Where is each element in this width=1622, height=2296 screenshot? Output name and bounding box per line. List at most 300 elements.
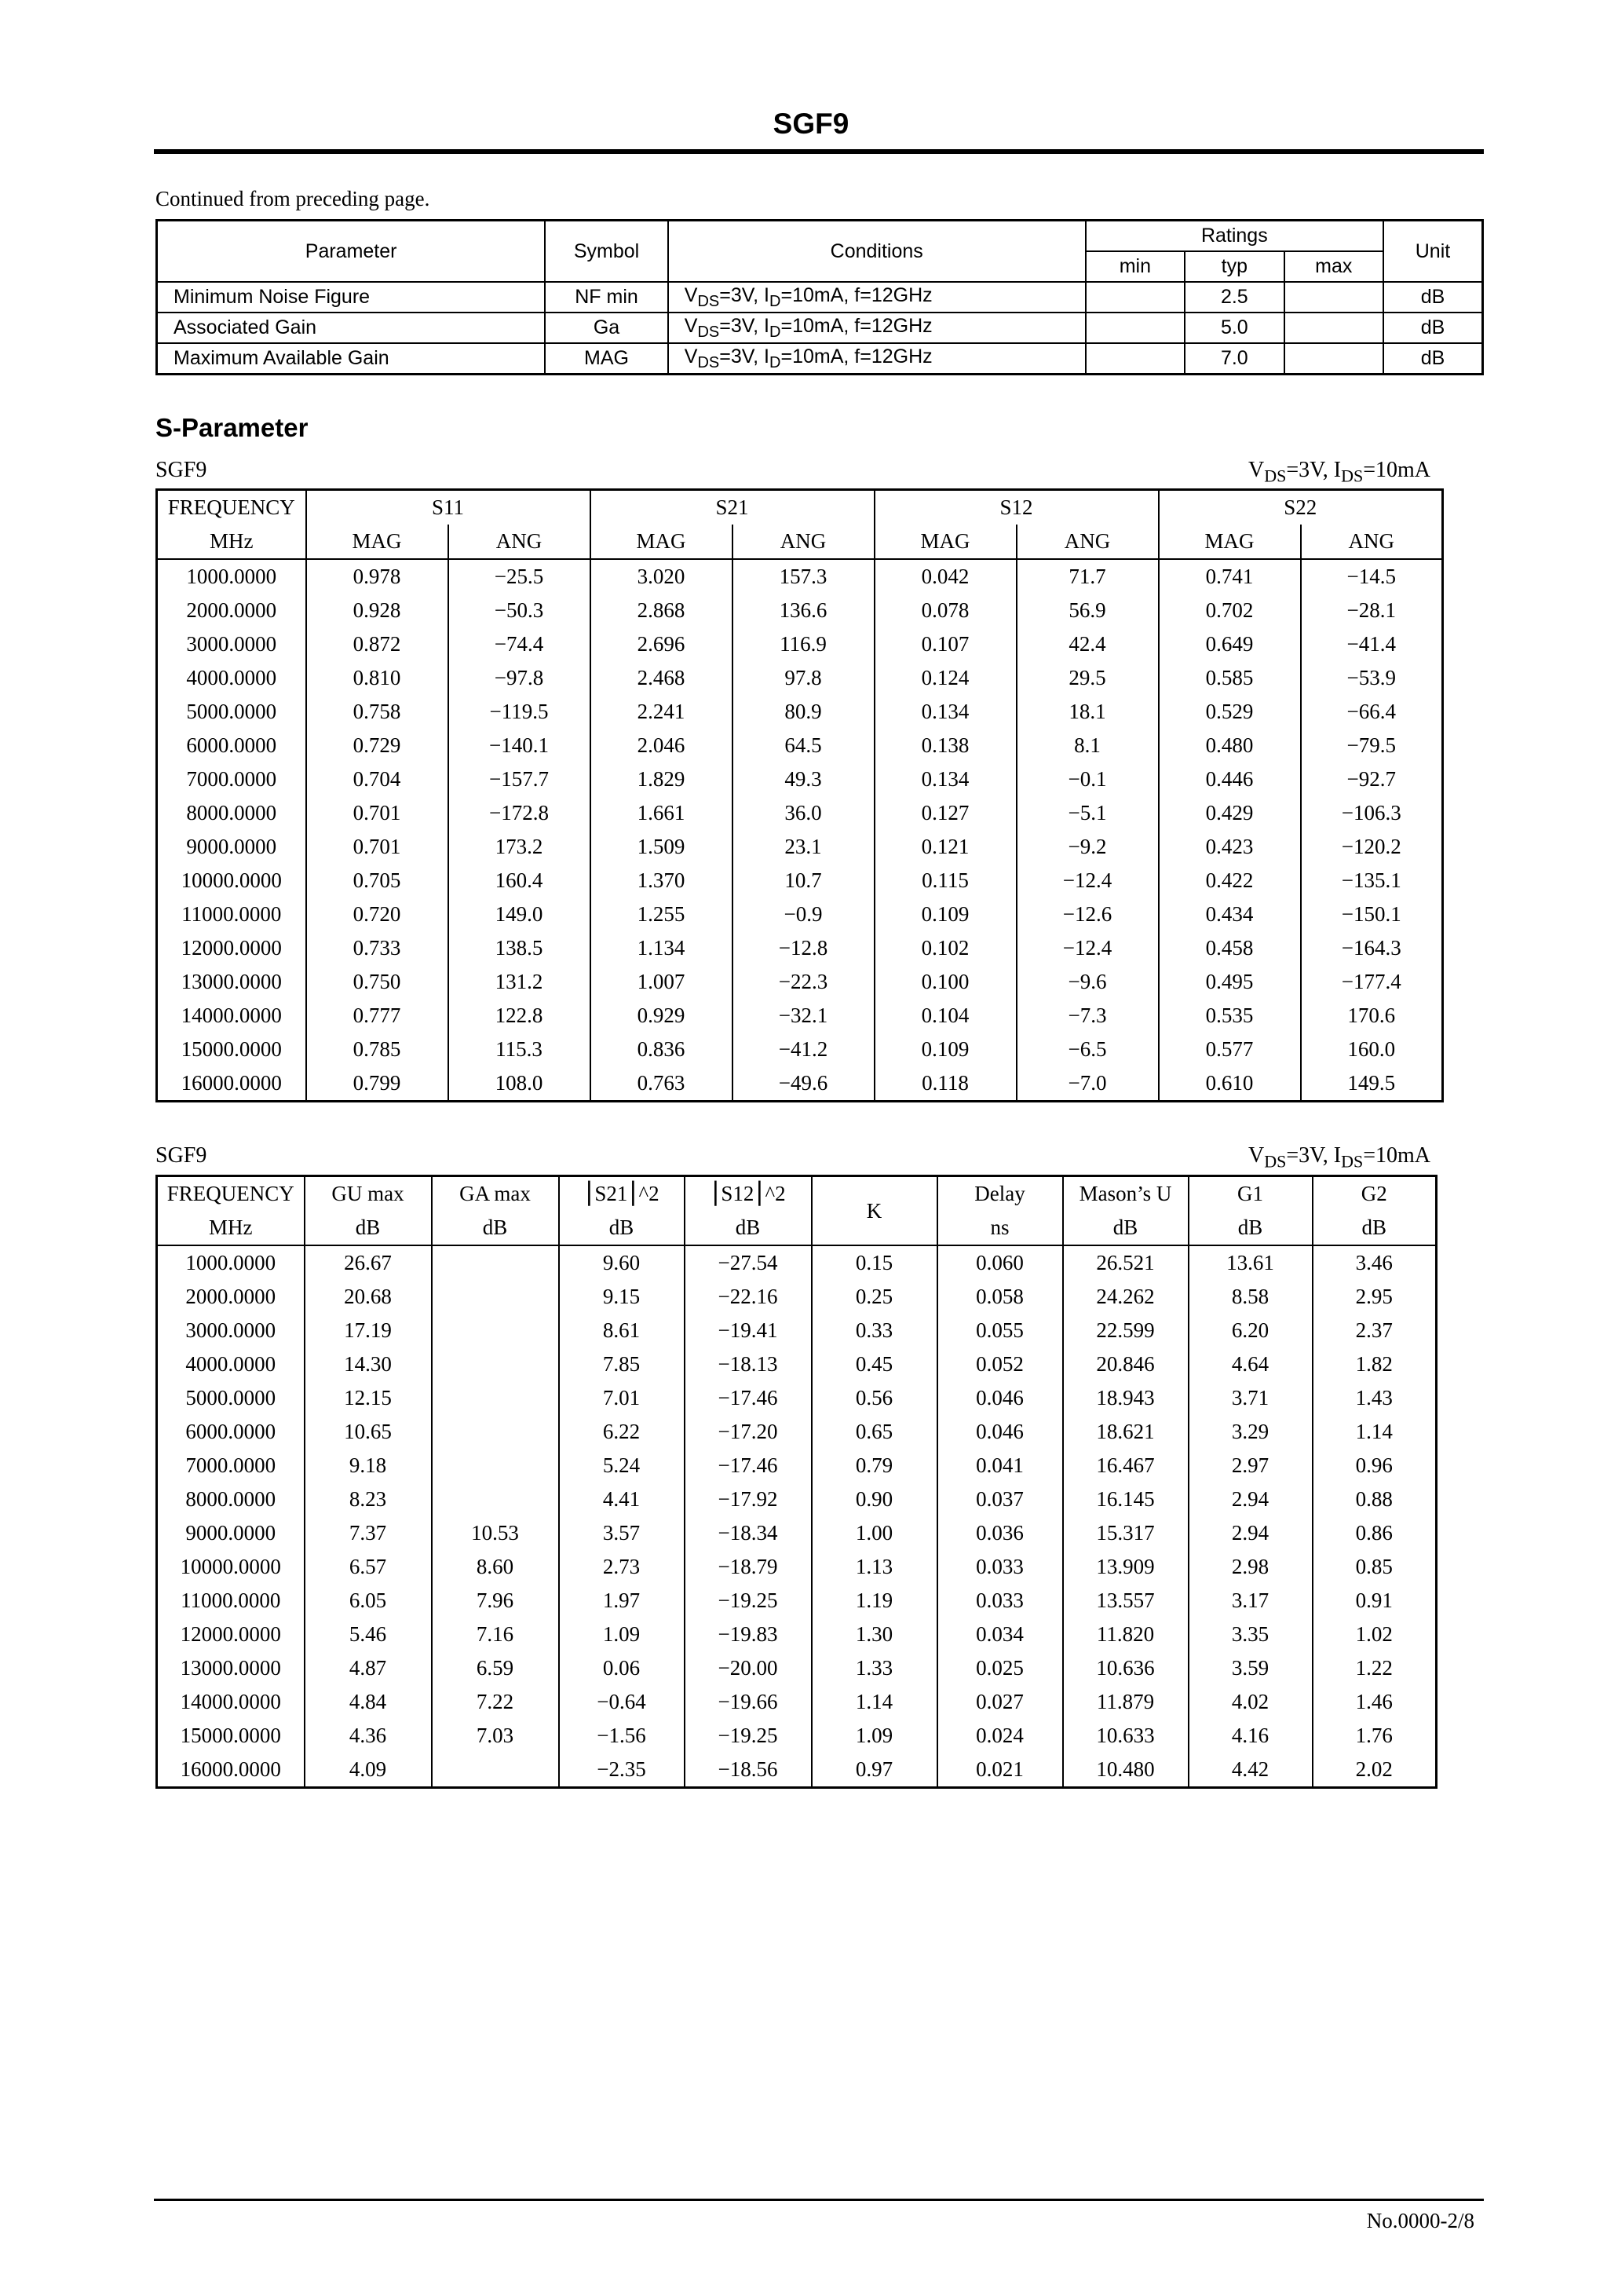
s11-ang-cell: 138.5 bbox=[448, 931, 590, 965]
frequency-cell: 6000.0000 bbox=[157, 1415, 305, 1449]
cond-mid: =3V, I bbox=[719, 283, 770, 306]
s12-ang-cell: −12.4 bbox=[1017, 931, 1159, 965]
delay-cell: 0.024 bbox=[937, 1719, 1063, 1753]
table-row bbox=[157, 1685, 1437, 1719]
s11-mag-cell: 0.729 bbox=[306, 729, 448, 762]
frequency-cell: 4000.0000 bbox=[157, 1347, 305, 1381]
ga-max-cell bbox=[432, 1753, 559, 1788]
s21-ang-cell: −22.3 bbox=[732, 965, 875, 999]
header-unit-db: dB bbox=[1189, 1211, 1313, 1245]
s21-mag-cell: 1.509 bbox=[590, 830, 732, 864]
max-cell bbox=[1284, 282, 1383, 313]
table-row bbox=[157, 965, 1443, 999]
s22-ang-cell: −135.1 bbox=[1301, 864, 1443, 898]
table-row bbox=[157, 695, 1443, 729]
cond-mid: =3V, I bbox=[719, 345, 770, 367]
s22-mag-cell: 0.422 bbox=[1159, 864, 1301, 898]
table-row bbox=[157, 1618, 1437, 1651]
header-ang: ANG bbox=[732, 525, 875, 559]
min-cell bbox=[1086, 343, 1185, 375]
g1-cell: 2.97 bbox=[1189, 1449, 1313, 1483]
header-unit: Unit bbox=[1383, 221, 1483, 283]
s21-squared-cell: 0.06 bbox=[559, 1651, 685, 1685]
ratings-row bbox=[157, 343, 1483, 375]
s12-squared-cell: −17.46 bbox=[685, 1381, 812, 1415]
s11-ang-cell: 108.0 bbox=[448, 1066, 590, 1102]
s12-mag-cell: 0.121 bbox=[875, 830, 1017, 864]
s12-ang-cell: −7.0 bbox=[1017, 1066, 1159, 1102]
s11-ang-cell: 160.4 bbox=[448, 864, 590, 898]
table-row bbox=[157, 1381, 1437, 1415]
k-cell: 0.97 bbox=[812, 1753, 937, 1788]
table-row bbox=[157, 1066, 1443, 1102]
s12-ang-cell: 18.1 bbox=[1017, 695, 1159, 729]
frequency-cell: 4000.0000 bbox=[157, 661, 306, 695]
s12-squared-cell: −19.41 bbox=[685, 1314, 812, 1347]
s21-ang-cell: −32.1 bbox=[732, 999, 875, 1033]
g2-cell: 0.91 bbox=[1313, 1584, 1437, 1618]
table-row bbox=[157, 931, 1443, 965]
header-s12-squared: ⎮S12⎮^2 bbox=[685, 1176, 812, 1212]
s22-ang-cell: −28.1 bbox=[1301, 594, 1443, 627]
masons-u-cell: 10.480 bbox=[1063, 1753, 1189, 1788]
frequency-cell: 5000.0000 bbox=[157, 695, 306, 729]
s12-mag-cell: 0.078 bbox=[875, 594, 1017, 627]
header-delay: Delay bbox=[937, 1176, 1063, 1212]
s12-squared-cell: −18.79 bbox=[685, 1550, 812, 1584]
cond-rest: =10mA bbox=[1363, 1143, 1430, 1168]
frequency-cell: 13000.0000 bbox=[157, 965, 306, 999]
table-row bbox=[157, 1449, 1437, 1483]
s22-mag-cell: 0.702 bbox=[1159, 594, 1301, 627]
delay-cell: 0.052 bbox=[937, 1347, 1063, 1381]
delay-cell: 0.036 bbox=[937, 1516, 1063, 1550]
table-row bbox=[157, 762, 1443, 796]
s12-ang-cell: 29.5 bbox=[1017, 661, 1159, 695]
symbol-cell: Ga bbox=[545, 313, 668, 343]
k-cell: 1.09 bbox=[812, 1719, 937, 1753]
cond-d: D bbox=[769, 323, 781, 341]
frequency-cell: 7000.0000 bbox=[157, 762, 306, 796]
delay-cell: 0.033 bbox=[937, 1550, 1063, 1584]
s21-squared-cell: 4.41 bbox=[559, 1483, 685, 1516]
s12-squared-cell: −20.00 bbox=[685, 1651, 812, 1685]
s11-mag-cell: 0.978 bbox=[306, 559, 448, 594]
masons-u-cell: 11.820 bbox=[1063, 1618, 1189, 1651]
frequency-cell: 2000.0000 bbox=[157, 1280, 305, 1314]
ratings-row bbox=[157, 282, 1483, 313]
masons-u-cell: 10.633 bbox=[1063, 1719, 1189, 1753]
gu-max-cell: 4.87 bbox=[305, 1651, 432, 1685]
g1-cell: 13.61 bbox=[1189, 1245, 1313, 1280]
g2-cell: 1.46 bbox=[1313, 1685, 1437, 1719]
min-cell bbox=[1086, 282, 1185, 313]
s22-mag-cell: 0.741 bbox=[1159, 559, 1301, 594]
s11-mag-cell: 0.704 bbox=[306, 762, 448, 796]
header-s22: S22 bbox=[1159, 490, 1443, 525]
table-row bbox=[157, 627, 1443, 661]
s12-squared-cell: −19.25 bbox=[685, 1719, 812, 1753]
cond-ds: DS bbox=[1264, 1151, 1287, 1172]
s22-ang-cell: −79.5 bbox=[1301, 729, 1443, 762]
g1-cell: 4.64 bbox=[1189, 1347, 1313, 1381]
k-cell: 0.33 bbox=[812, 1314, 937, 1347]
gu-max-cell: 14.30 bbox=[305, 1347, 432, 1381]
s12-ang-cell: −7.3 bbox=[1017, 999, 1159, 1033]
s11-mag-cell: 0.720 bbox=[306, 898, 448, 931]
s22-mag-cell: 0.610 bbox=[1159, 1066, 1301, 1102]
ga-max-cell: 7.22 bbox=[432, 1685, 559, 1719]
s22-ang-cell: −106.3 bbox=[1301, 796, 1443, 830]
gu-max-cell: 6.05 bbox=[305, 1584, 432, 1618]
header-unit-ns: ns bbox=[937, 1211, 1063, 1245]
cond-d: D bbox=[769, 353, 781, 371]
cond-rest: =10mA bbox=[1363, 458, 1430, 482]
g2-cell: 2.37 bbox=[1313, 1314, 1437, 1347]
table-row bbox=[157, 1280, 1437, 1314]
s12-mag-cell: 0.104 bbox=[875, 999, 1017, 1033]
s21-squared-cell: 8.61 bbox=[559, 1314, 685, 1347]
header-unit-db: dB bbox=[1063, 1211, 1189, 1245]
frequency-cell: 12000.0000 bbox=[157, 931, 306, 965]
s22-mag-cell: 0.480 bbox=[1159, 729, 1301, 762]
s12-mag-cell: 0.134 bbox=[875, 695, 1017, 729]
g2-cell: 0.88 bbox=[1313, 1483, 1437, 1516]
header-unit-db: dB bbox=[685, 1211, 812, 1245]
s12-mag-cell: 0.118 bbox=[875, 1066, 1017, 1102]
s21-squared-cell: 3.57 bbox=[559, 1516, 685, 1550]
header-frequency: FREQUENCY bbox=[157, 490, 306, 525]
s12-mag-cell: 0.134 bbox=[875, 762, 1017, 796]
s22-mag-cell: 0.434 bbox=[1159, 898, 1301, 931]
frequency-cell: 2000.0000 bbox=[157, 594, 306, 627]
header-max: max bbox=[1284, 251, 1383, 282]
conditions-cell bbox=[668, 343, 1086, 375]
masons-u-cell: 16.145 bbox=[1063, 1483, 1189, 1516]
s11-ang-cell: −50.3 bbox=[448, 594, 590, 627]
g1-cell: 3.59 bbox=[1189, 1651, 1313, 1685]
gain-conditions bbox=[1248, 1143, 1430, 1172]
k-cell: 0.90 bbox=[812, 1483, 937, 1516]
g1-cell: 8.58 bbox=[1189, 1280, 1313, 1314]
s22-ang-cell: −150.1 bbox=[1301, 898, 1443, 931]
masons-u-cell: 15.317 bbox=[1063, 1516, 1189, 1550]
s12-squared-cell: −18.56 bbox=[685, 1753, 812, 1788]
header-conditions: Conditions bbox=[668, 221, 1086, 283]
g1-cell: 4.16 bbox=[1189, 1719, 1313, 1753]
cond-ds: DS bbox=[697, 292, 720, 310]
s21-squared-cell: 1.09 bbox=[559, 1618, 685, 1651]
k-cell: 1.00 bbox=[812, 1516, 937, 1550]
cond-ids: DS bbox=[1341, 466, 1364, 486]
header-min: min bbox=[1086, 251, 1185, 282]
cond-ds: DS bbox=[697, 323, 720, 341]
s22-ang-cell: −53.9 bbox=[1301, 661, 1443, 695]
s12-squared-cell: −19.25 bbox=[685, 1584, 812, 1618]
masons-u-cell: 24.262 bbox=[1063, 1280, 1189, 1314]
s11-mag-cell: 0.701 bbox=[306, 830, 448, 864]
g2-cell: 2.95 bbox=[1313, 1280, 1437, 1314]
s12-ang-cell: 8.1 bbox=[1017, 729, 1159, 762]
s12-mag-cell: 0.124 bbox=[875, 661, 1017, 695]
g2-cell: 1.76 bbox=[1313, 1719, 1437, 1753]
g2-cell: 1.14 bbox=[1313, 1415, 1437, 1449]
s21-squared-cell: 1.97 bbox=[559, 1584, 685, 1618]
frequency-cell: 10000.0000 bbox=[157, 1550, 305, 1584]
ga-max-cell: 10.53 bbox=[432, 1516, 559, 1550]
cond-mid: =3V, I bbox=[1286, 458, 1342, 482]
s21-ang-cell: 97.8 bbox=[732, 661, 875, 695]
s12-mag-cell: 0.102 bbox=[875, 931, 1017, 965]
s11-mag-cell: 0.705 bbox=[306, 864, 448, 898]
s12-squared-cell: −18.13 bbox=[685, 1347, 812, 1381]
s21-ang-cell: 80.9 bbox=[732, 695, 875, 729]
s22-ang-cell: −164.3 bbox=[1301, 931, 1443, 965]
s12-ang-cell: −0.1 bbox=[1017, 762, 1159, 796]
frequency-cell: 6000.0000 bbox=[157, 729, 306, 762]
frequency-cell: 9000.0000 bbox=[157, 1516, 305, 1550]
table-row bbox=[157, 1719, 1437, 1753]
table-row bbox=[157, 1245, 1437, 1280]
cond-mid: =3V, I bbox=[719, 314, 770, 337]
s11-ang-cell: −25.5 bbox=[448, 559, 590, 594]
unit-cell: dB bbox=[1383, 343, 1483, 375]
cond-d: D bbox=[769, 292, 781, 310]
sparam-table-label: SGF9 bbox=[155, 458, 207, 482]
table-row bbox=[157, 729, 1443, 762]
masons-u-cell: 18.943 bbox=[1063, 1381, 1189, 1415]
parameter-cell: Associated Gain bbox=[157, 313, 546, 343]
s21-mag-cell: 2.468 bbox=[590, 661, 732, 695]
header-mhz: MHz bbox=[157, 525, 306, 559]
cond-v: V bbox=[1248, 458, 1265, 482]
s21-ang-cell: −0.9 bbox=[732, 898, 875, 931]
s22-mag-cell: 0.458 bbox=[1159, 931, 1301, 965]
s21-squared-cell: −0.64 bbox=[559, 1685, 685, 1719]
frequency-cell: 8000.0000 bbox=[157, 1483, 305, 1516]
s12-squared-cell: −22.16 bbox=[685, 1280, 812, 1314]
delay-cell: 0.037 bbox=[937, 1483, 1063, 1516]
cond-ds: DS bbox=[697, 353, 720, 371]
s21-ang-cell: 36.0 bbox=[732, 796, 875, 830]
s21-ang-cell: 116.9 bbox=[732, 627, 875, 661]
masons-u-cell: 13.557 bbox=[1063, 1584, 1189, 1618]
k-cell: 0.15 bbox=[812, 1245, 937, 1280]
s22-mag-cell: 0.423 bbox=[1159, 830, 1301, 864]
gu-max-cell: 5.46 bbox=[305, 1618, 432, 1651]
k-cell: 0.45 bbox=[812, 1347, 937, 1381]
g1-cell: 2.94 bbox=[1189, 1483, 1313, 1516]
s12-mag-cell: 0.042 bbox=[875, 559, 1017, 594]
s11-ang-cell: 149.0 bbox=[448, 898, 590, 931]
max-cell bbox=[1284, 313, 1383, 343]
table-row bbox=[157, 661, 1443, 695]
delay-cell: 0.027 bbox=[937, 1685, 1063, 1719]
s21-ang-cell: 23.1 bbox=[732, 830, 875, 864]
parameter-cell: Maximum Available Gain bbox=[157, 343, 546, 375]
s11-ang-cell: −172.8 bbox=[448, 796, 590, 830]
k-cell: 1.14 bbox=[812, 1685, 937, 1719]
g2-cell: 3.46 bbox=[1313, 1245, 1437, 1280]
frequency-cell: 13000.0000 bbox=[157, 1651, 305, 1685]
s11-ang-cell: −157.7 bbox=[448, 762, 590, 796]
min-cell bbox=[1086, 313, 1185, 343]
frequency-cell: 14000.0000 bbox=[157, 999, 306, 1033]
header-g1: G1 bbox=[1189, 1176, 1313, 1212]
s21-squared-cell: 6.22 bbox=[559, 1415, 685, 1449]
s11-mag-cell: 0.810 bbox=[306, 661, 448, 695]
s12-squared-cell: −19.66 bbox=[685, 1685, 812, 1719]
s21-mag-cell: 0.836 bbox=[590, 1033, 732, 1066]
s12-mag-cell: 0.109 bbox=[875, 898, 1017, 931]
header-s11: S11 bbox=[306, 490, 590, 525]
s12-mag-cell: 0.107 bbox=[875, 627, 1017, 661]
header-unit-db: dB bbox=[305, 1211, 432, 1245]
s22-ang-cell: 170.6 bbox=[1301, 999, 1443, 1033]
cond-ds: DS bbox=[1264, 466, 1287, 486]
gu-max-cell: 20.68 bbox=[305, 1280, 432, 1314]
table-row bbox=[157, 898, 1443, 931]
s21-mag-cell: 0.929 bbox=[590, 999, 732, 1033]
cond-ids: DS bbox=[1341, 1151, 1364, 1172]
k-cell: 0.25 bbox=[812, 1280, 937, 1314]
gain-table bbox=[155, 1175, 1438, 1789]
s21-squared-cell: 7.01 bbox=[559, 1381, 685, 1415]
s12-ang-cell: −12.6 bbox=[1017, 898, 1159, 931]
header-frequency: FREQUENCY bbox=[157, 1176, 305, 1212]
s12-squared-cell: −19.83 bbox=[685, 1618, 812, 1651]
s11-mag-cell: 0.733 bbox=[306, 931, 448, 965]
delay-cell: 0.060 bbox=[937, 1245, 1063, 1280]
ga-max-cell: 7.03 bbox=[432, 1719, 559, 1753]
typ-cell: 5.0 bbox=[1185, 313, 1284, 343]
table-row bbox=[157, 1651, 1437, 1685]
s22-mag-cell: 0.535 bbox=[1159, 999, 1301, 1033]
s11-mag-cell: 0.872 bbox=[306, 627, 448, 661]
frequency-cell: 12000.0000 bbox=[157, 1618, 305, 1651]
s21-ang-cell: 64.5 bbox=[732, 729, 875, 762]
header-ang: ANG bbox=[448, 525, 590, 559]
header-unit-db: dB bbox=[432, 1211, 559, 1245]
s21-mag-cell: 1.661 bbox=[590, 796, 732, 830]
header-ang: ANG bbox=[1301, 525, 1443, 559]
s21-mag-cell: 2.696 bbox=[590, 627, 732, 661]
unit-cell: dB bbox=[1383, 313, 1483, 343]
s21-mag-cell: 3.020 bbox=[590, 559, 732, 594]
s21-squared-cell: 5.24 bbox=[559, 1449, 685, 1483]
max-cell bbox=[1284, 343, 1383, 375]
gu-max-cell: 4.84 bbox=[305, 1685, 432, 1719]
frequency-cell: 11000.0000 bbox=[157, 898, 306, 931]
s12-ang-cell: 56.9 bbox=[1017, 594, 1159, 627]
header-mhz: MHz bbox=[157, 1211, 305, 1245]
gu-max-cell: 7.37 bbox=[305, 1516, 432, 1550]
header-g2: G2 bbox=[1313, 1176, 1437, 1212]
g2-cell: 2.02 bbox=[1313, 1753, 1437, 1788]
s21-ang-cell: 49.3 bbox=[732, 762, 875, 796]
delay-cell: 0.041 bbox=[937, 1449, 1063, 1483]
s11-ang-cell: 131.2 bbox=[448, 965, 590, 999]
masons-u-cell: 11.879 bbox=[1063, 1685, 1189, 1719]
s22-mag-cell: 0.529 bbox=[1159, 695, 1301, 729]
s21-squared-cell: −1.56 bbox=[559, 1719, 685, 1753]
s22-ang-cell: −14.5 bbox=[1301, 559, 1443, 594]
s11-ang-cell: −74.4 bbox=[448, 627, 590, 661]
masons-u-cell: 16.467 bbox=[1063, 1449, 1189, 1483]
header-mag: MAG bbox=[306, 525, 448, 559]
ga-max-cell bbox=[432, 1415, 559, 1449]
header-typ: typ bbox=[1185, 251, 1284, 282]
typ-cell: 2.5 bbox=[1185, 282, 1284, 313]
ga-max-cell bbox=[432, 1483, 559, 1516]
header-mag: MAG bbox=[875, 525, 1017, 559]
s22-mag-cell: 0.495 bbox=[1159, 965, 1301, 999]
header-mag: MAG bbox=[1159, 525, 1301, 559]
ga-max-cell: 7.16 bbox=[432, 1618, 559, 1651]
header-k: K bbox=[812, 1176, 937, 1246]
s12-ang-cell: −9.6 bbox=[1017, 965, 1159, 999]
s11-mag-cell: 0.777 bbox=[306, 999, 448, 1033]
table-row bbox=[157, 999, 1443, 1033]
table-row bbox=[157, 1753, 1437, 1788]
cond-rest: =10mA, f=12GHz bbox=[780, 345, 933, 367]
gu-max-cell: 4.36 bbox=[305, 1719, 432, 1753]
symbol-cell: NF min bbox=[545, 282, 668, 313]
s12-ang-cell: 71.7 bbox=[1017, 559, 1159, 594]
g2-cell: 0.96 bbox=[1313, 1449, 1437, 1483]
delay-cell: 0.033 bbox=[937, 1584, 1063, 1618]
delay-cell: 0.058 bbox=[937, 1280, 1063, 1314]
frequency-cell: 14000.0000 bbox=[157, 1685, 305, 1719]
g2-cell: 0.86 bbox=[1313, 1516, 1437, 1550]
g1-cell: 3.17 bbox=[1189, 1584, 1313, 1618]
conditions-cell bbox=[668, 282, 1086, 313]
s21-ang-cell: 10.7 bbox=[732, 864, 875, 898]
s21-squared-cell: 2.73 bbox=[559, 1550, 685, 1584]
header-mag: MAG bbox=[590, 525, 732, 559]
s11-mag-cell: 0.799 bbox=[306, 1066, 448, 1102]
k-cell: 1.30 bbox=[812, 1618, 937, 1651]
s21-mag-cell: 0.763 bbox=[590, 1066, 732, 1102]
header-unit-db: dB bbox=[559, 1211, 685, 1245]
header-rule bbox=[154, 149, 1484, 154]
gu-max-cell: 12.15 bbox=[305, 1381, 432, 1415]
s22-ang-cell: −66.4 bbox=[1301, 695, 1443, 729]
s21-mag-cell: 1.370 bbox=[590, 864, 732, 898]
ga-max-cell bbox=[432, 1381, 559, 1415]
delay-cell: 0.055 bbox=[937, 1314, 1063, 1347]
g1-cell: 3.71 bbox=[1189, 1381, 1313, 1415]
delay-cell: 0.025 bbox=[937, 1651, 1063, 1685]
s22-mag-cell: 0.649 bbox=[1159, 627, 1301, 661]
ga-max-cell bbox=[432, 1245, 559, 1280]
s12-mag-cell: 0.115 bbox=[875, 864, 1017, 898]
g2-cell: 0.85 bbox=[1313, 1550, 1437, 1584]
sparameter-table bbox=[155, 488, 1444, 1102]
table-row bbox=[157, 1483, 1437, 1516]
s22-ang-cell: −177.4 bbox=[1301, 965, 1443, 999]
s11-ang-cell: −119.5 bbox=[448, 695, 590, 729]
header-s21-squared: ⎮S21⎮^2 bbox=[559, 1176, 685, 1212]
typ-cell: 7.0 bbox=[1185, 343, 1284, 375]
delay-cell: 0.021 bbox=[937, 1753, 1063, 1788]
s12-ang-cell: −6.5 bbox=[1017, 1033, 1159, 1066]
s22-mag-cell: 0.446 bbox=[1159, 762, 1301, 796]
k-cell: 0.56 bbox=[812, 1381, 937, 1415]
s11-ang-cell: 173.2 bbox=[448, 830, 590, 864]
s12-ang-cell: −12.4 bbox=[1017, 864, 1159, 898]
g1-cell: 3.35 bbox=[1189, 1618, 1313, 1651]
